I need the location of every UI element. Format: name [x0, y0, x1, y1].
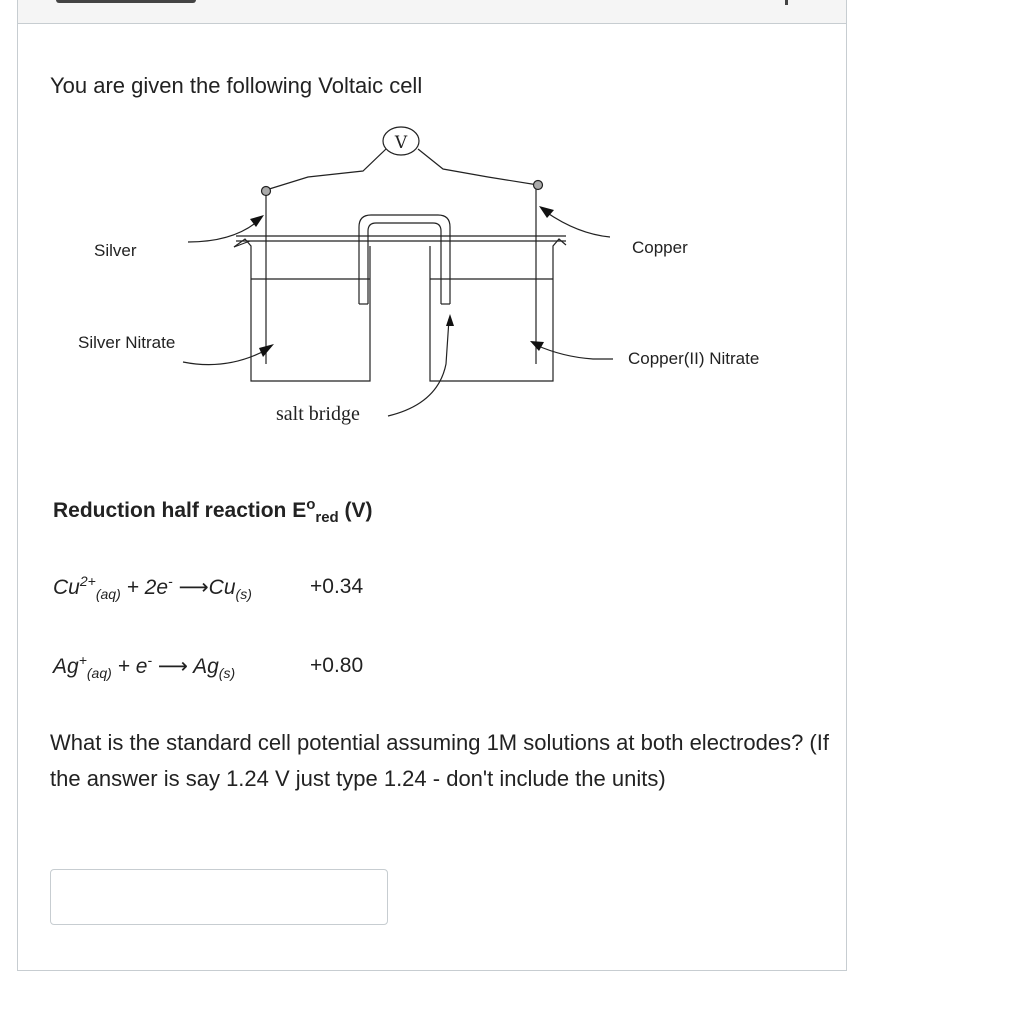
electrons: + 2e — [126, 576, 169, 599]
right-clip — [534, 181, 543, 190]
potential-silver: +0.80 — [310, 654, 364, 677]
question-card — [17, 0, 847, 971]
product-state: (s) — [235, 586, 252, 603]
reactant: Cu — [53, 576, 80, 599]
header-title-fragment — [56, 0, 196, 3]
electrons: + e — [117, 655, 148, 678]
question-prompt: What is the standard cell potential assuming 1M solutions at both electrodes? (If the answer is say 1.24 V just type 1.24 - don't include the units) — [50, 730, 829, 791]
pointer-copper-nitrate — [536, 345, 613, 359]
heading-unit: (V) — [338, 499, 373, 522]
card-header — [18, 0, 846, 24]
reaction-arrow: ⟶ — [157, 655, 189, 678]
label-salt-bridge: salt bridge — [276, 403, 360, 425]
potential-copper: +0.34 — [310, 575, 364, 598]
label-copper: Copper — [632, 238, 688, 257]
reactant-state: (aq) — [95, 586, 121, 603]
half-reaction-copper — [53, 573, 252, 602]
label-copper-nitrate: Copper(II) Nitrate — [628, 349, 760, 368]
voltaic-cell-figure — [18, 109, 846, 459]
pointer-salt-bridge — [388, 319, 449, 416]
voltaic-cell-diagram — [18, 109, 846, 459]
heading-main: Reduction half reaction E — [53, 499, 307, 522]
label-silver-nitrate: Silver Nitrate — [78, 333, 176, 352]
electron-charge: - — [147, 652, 153, 668]
label-silver: Silver — [94, 241, 137, 260]
pointer-copper — [546, 212, 610, 237]
product-state: (s) — [218, 665, 236, 682]
header-points-fragment — [785, 0, 788, 5]
left-clip — [262, 187, 271, 196]
reaction-arrow: ⟶ — [178, 576, 209, 599]
product: Ag — [193, 655, 219, 678]
left-beaker — [234, 239, 370, 381]
pointer-silver — [188, 221, 258, 242]
reactant-state: (aq) — [86, 665, 112, 682]
electron-charge: - — [168, 573, 173, 589]
heading-degree: o — [306, 496, 316, 513]
reactant-charge: 2+ — [79, 573, 96, 589]
answer-input[interactable] — [50, 869, 388, 925]
wire-left — [266, 149, 386, 190]
reactant-charge: + — [78, 652, 87, 668]
reactant: Ag — [53, 655, 79, 678]
half-reaction-table-heading — [53, 496, 373, 526]
voltmeter-symbol: V — [394, 133, 408, 153]
heading-sub: red — [315, 509, 339, 527]
pointer-silver-nitrate — [183, 349, 268, 365]
product: Cu — [208, 576, 236, 599]
question-intro: You are given the following Voltaic cell — [50, 73, 423, 98]
salt-bridge-tube — [359, 215, 450, 304]
half-reaction-silver — [53, 652, 235, 681]
wire-right — [418, 149, 538, 185]
